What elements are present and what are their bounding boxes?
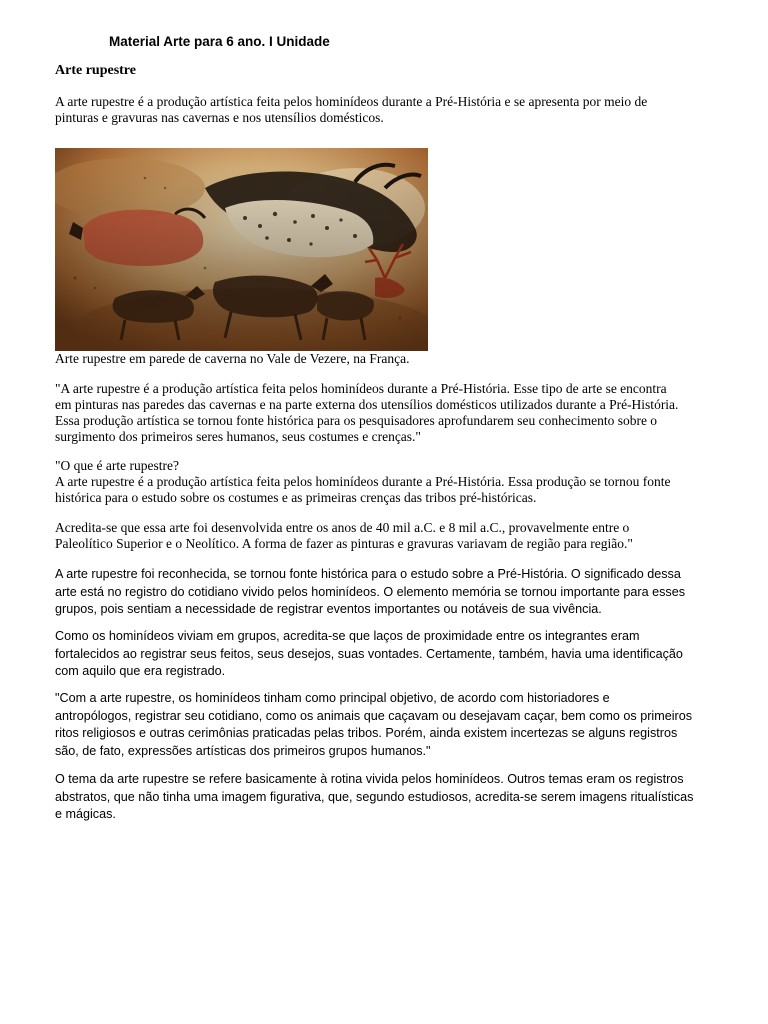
quote-paragraph-2 xyxy=(55,458,715,506)
text-line: são, de fato, expressões artísticas dos primeiros grupos humanos." xyxy=(55,743,431,758)
quote-paragraph-3 xyxy=(55,520,715,552)
text-line: grupos, pois sentiam a necessidade de registrar eventos importantes ou notáveis de sua vivência. xyxy=(55,602,602,617)
text-line: fortalecidos ao registrar seus feitos, seus desejos, suas vontades. Certamente, também, havia uma identificação xyxy=(55,646,683,661)
text-line: Acredita-se que essa arte foi desenvolvida entre os anos de 40 mil a.C. e 8 mil a.C., provavelmente entre o xyxy=(55,520,630,535)
text-line: O tema da arte rupestre se refere basicamente à rotina vivida pelos hominídeos. Outros temas eram os registros xyxy=(55,772,684,786)
text-line: "O que é arte rupestre? xyxy=(55,458,179,473)
text-line: histórica para o estudo sobre os costumes e as primeiras crenças das tribos pré-históricas. xyxy=(55,490,537,505)
text-line: abstratos, que não tinha uma imagem figurativa, que, segundo estudiosos, acredita-se serem imagens ritualísticas xyxy=(55,789,694,804)
text-line: Essa produção artística se tornou fonte histórica para os pesquisadores aprofundarem seu conhecimento sobre o xyxy=(55,413,658,428)
text-line: com aquilo que era registrado. xyxy=(55,664,226,679)
figure-caption: Arte rupestre em parede de caverna no Vale de Vezere, na França. xyxy=(55,351,410,366)
text-line: A arte rupestre é a produção artística feita pelos hominídeos durante a Pré-História. Essa produção se tornou fonte xyxy=(55,474,671,489)
text-line: em pinturas nas paredes das cavernas e na parte externa dos utensílios domésticos utilizados durante a Pré-História. xyxy=(55,397,679,412)
text-line: arte está no registro do cotidiano vivido pelos hominídeos. O elemento memória se tornou importante para esses xyxy=(55,584,686,599)
body-paragraph-2 xyxy=(55,628,717,681)
text-line: A arte rupestre é a produção artística feita pelos hominídeos durante a Pré-História e se apresenta por meio de xyxy=(55,94,648,109)
text-line: "A arte rupestre é a produção artística feita pelos hominídeos durante a Pré-História. Esse tipo de arte se encontra xyxy=(55,381,667,396)
text-line: antropólogos, registrar seu cotidiano, como os animais que caçavam ou desejavam caçar, bem como os primeiros xyxy=(55,708,692,723)
cave-painting-illustration xyxy=(55,148,428,351)
section-heading: Arte rupestre xyxy=(55,63,136,78)
cave-painting-image xyxy=(55,148,428,351)
text-line: Paleolítico Superior e o Neolítico. A forma de fazer as pinturas e gravuras variavam de região para região." xyxy=(55,536,633,551)
text-line: A arte rupestre foi reconhecida, se tornou fonte histórica para o estudo sobre a Pré-História. O significado dessa xyxy=(55,567,681,581)
text-line: e mágicas. xyxy=(55,807,116,822)
quote-paragraph-1 xyxy=(55,381,715,445)
text-line: "Com a arte rupestre, os hominídeos tinham como principal objetivo, de acordo com historiadores e xyxy=(55,691,610,705)
text-line: Como os hominídeos viviam em grupos, acredita-se que laços de proximidade entre os integrantes eram xyxy=(55,629,640,643)
text-line: surgimento dos primeiros seres humanos, seus costumes e crenças." xyxy=(55,429,421,444)
body-paragraph-4 xyxy=(55,771,717,824)
text-line: ritos religiosos e outras cerimônias praticadas pelas tribos. Porém, ainda existem incertezas se alguns registros xyxy=(55,726,678,741)
body-paragraph-3 xyxy=(55,690,717,760)
intro-paragraph xyxy=(55,94,715,126)
text-line: pinturas e gravuras nas cavernas e nos utensílios domésticos. xyxy=(55,110,384,125)
document-title: Material Arte para 6 ano. I Unidade xyxy=(109,34,330,49)
body-paragraph-1 xyxy=(55,566,717,619)
